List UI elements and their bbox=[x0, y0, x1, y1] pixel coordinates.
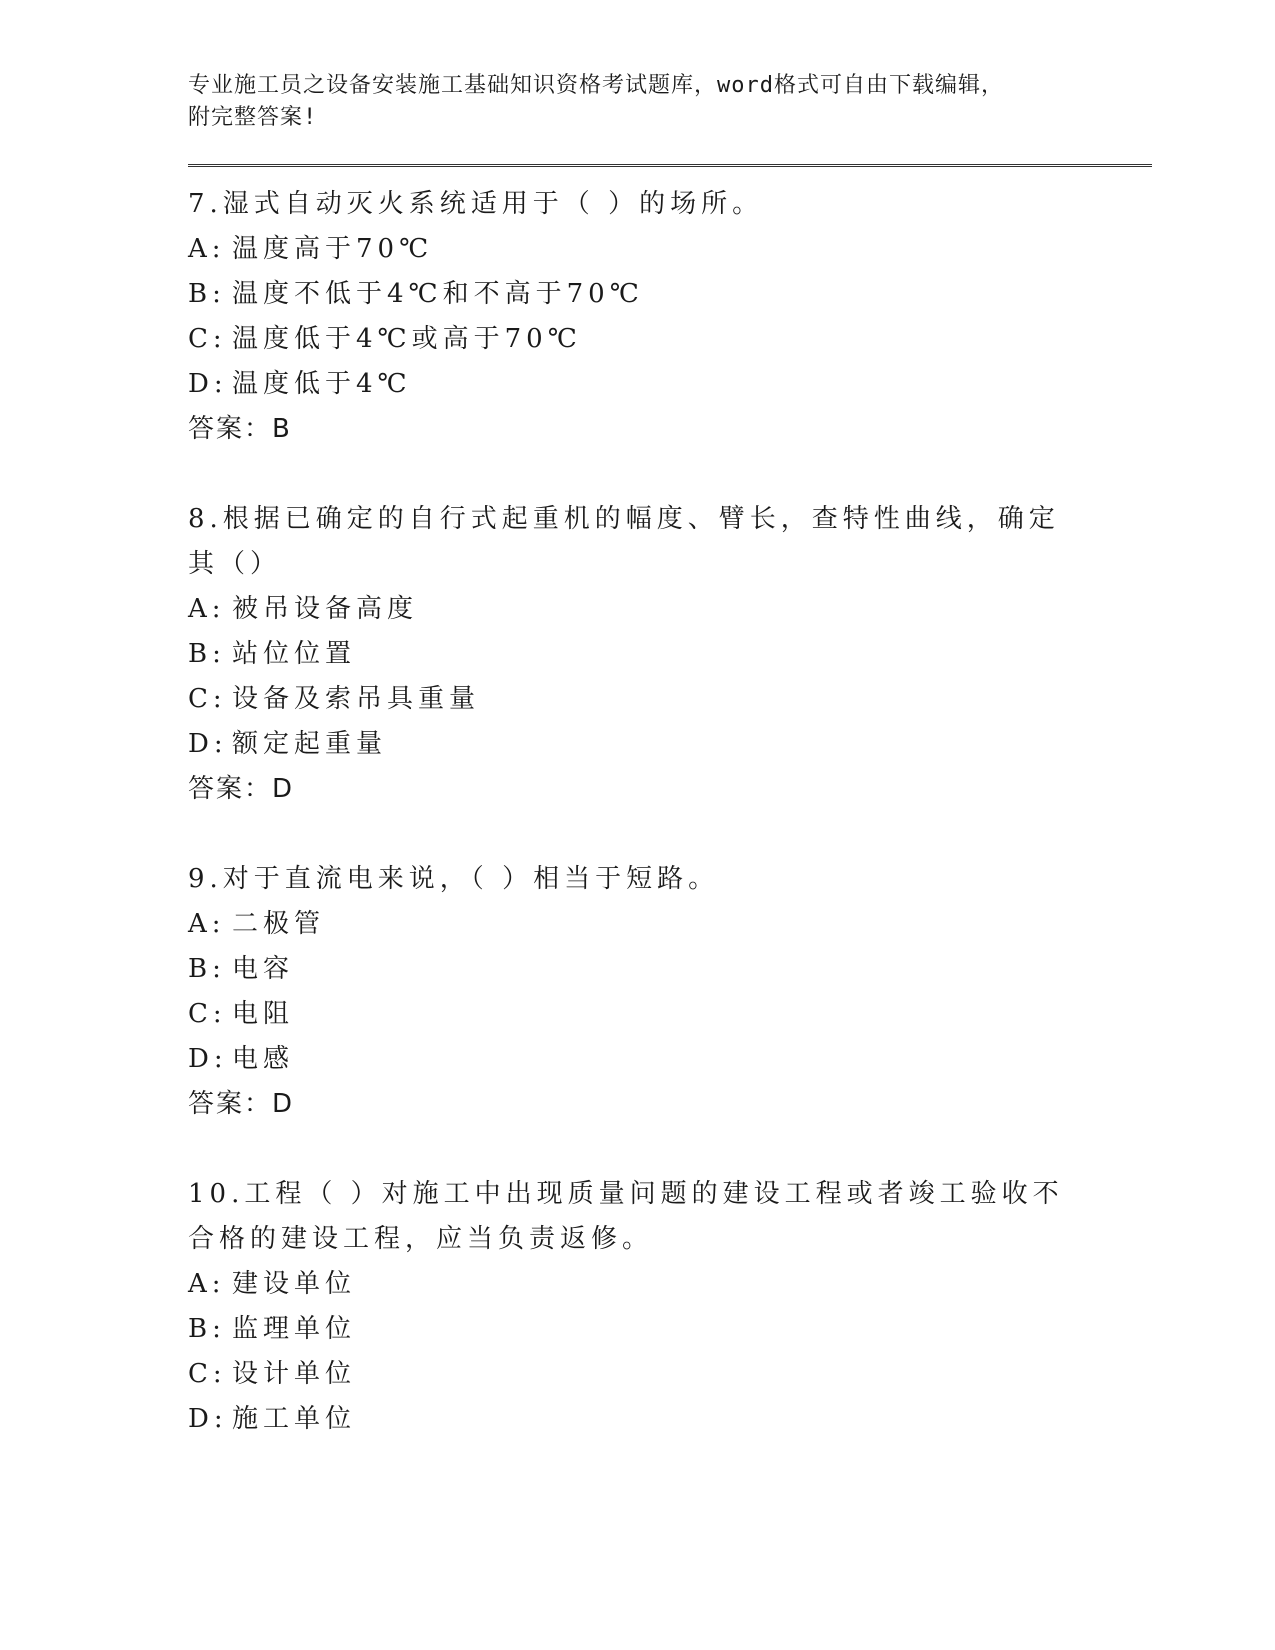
option-c bbox=[188, 1352, 1152, 1397]
option-d bbox=[188, 1397, 1152, 1442]
option-key: A: bbox=[188, 1269, 226, 1299]
option-text: 温度低于4℃ bbox=[232, 369, 412, 399]
option-text: 设备及索吊具重量 bbox=[232, 684, 481, 714]
option-a bbox=[188, 227, 1152, 272]
option-key: A: bbox=[188, 909, 226, 939]
option-key: B: bbox=[188, 1314, 226, 1344]
option-b bbox=[188, 272, 1152, 317]
option-c bbox=[188, 992, 1152, 1037]
option-text: 温度不低于4℃和不高于70℃ bbox=[232, 279, 644, 309]
option-key: D: bbox=[188, 729, 228, 759]
option-key: D: bbox=[188, 1404, 228, 1434]
option-c bbox=[188, 677, 1152, 722]
option-d bbox=[188, 722, 1152, 767]
answer-line: 答案：D bbox=[188, 1089, 295, 1119]
option-a bbox=[188, 1262, 1152, 1307]
option-text: 额定起重量 bbox=[232, 729, 388, 759]
option-key: C: bbox=[188, 684, 227, 714]
option-text: 温度高于70℃ bbox=[232, 234, 434, 264]
question-item bbox=[188, 182, 1152, 452]
option-text: 温度低于4℃或高于70℃ bbox=[232, 324, 582, 354]
option-d bbox=[188, 1037, 1152, 1082]
option-b bbox=[188, 632, 1152, 677]
option-b bbox=[188, 947, 1152, 992]
option-b bbox=[188, 1307, 1152, 1352]
answer-line: 答案：B bbox=[188, 414, 292, 444]
option-text: 建设单位 bbox=[232, 1269, 357, 1299]
option-key: B: bbox=[188, 279, 226, 309]
header-line-1: 专业施工员之设备安装施工基础知识资格考试题库，word格式可自由下载编辑， bbox=[188, 73, 1004, 98]
option-key: D: bbox=[188, 1044, 228, 1074]
answer-line: 答案：D bbox=[188, 774, 295, 804]
option-a bbox=[188, 902, 1152, 947]
question-item bbox=[188, 497, 1152, 812]
option-text: 电容 bbox=[232, 954, 295, 984]
option-key: C: bbox=[188, 324, 227, 354]
question-item bbox=[188, 857, 1152, 1127]
option-d bbox=[188, 362, 1152, 407]
option-text: 施工单位 bbox=[232, 1404, 357, 1434]
option-a bbox=[188, 587, 1152, 632]
option-text: 监理单位 bbox=[232, 1314, 357, 1344]
question-text: 9.对于直流电来说，（ ）相当于短路。 bbox=[188, 864, 720, 894]
header-line-2: 附完整答案! bbox=[188, 105, 318, 130]
option-key: C: bbox=[188, 1359, 227, 1389]
option-text: 电阻 bbox=[232, 999, 295, 1029]
option-text: 站位位置 bbox=[232, 639, 357, 669]
option-text: 设计单位 bbox=[232, 1359, 357, 1389]
question-item bbox=[188, 1172, 1152, 1442]
header-divider bbox=[188, 164, 1152, 170]
option-key: D: bbox=[188, 369, 228, 399]
option-c bbox=[188, 317, 1152, 362]
option-text: 电感 bbox=[232, 1044, 295, 1074]
option-key: B: bbox=[188, 954, 226, 984]
question-text: 8.根据已确定的自行式起重机的幅度、臂长，查特性曲线，确定其（） bbox=[188, 504, 1060, 579]
question-text: 7.湿式自动灭火系统适用于（ ）的场所。 bbox=[188, 189, 764, 219]
option-key: A: bbox=[188, 594, 226, 624]
option-key: B: bbox=[188, 639, 226, 669]
question-text: 10.工程（ ）对施工中出现质量问题的建设工程或者竣工验收不合格的建设工程，应当负责返修。 bbox=[188, 1179, 1064, 1254]
document-page bbox=[188, 70, 1152, 1487]
option-text: 被吊设备高度 bbox=[232, 594, 419, 624]
option-key: A: bbox=[188, 234, 226, 264]
document-header bbox=[188, 70, 1152, 134]
option-text: 二极管 bbox=[232, 909, 326, 939]
question-list bbox=[188, 182, 1152, 1442]
option-key: C: bbox=[188, 999, 227, 1029]
